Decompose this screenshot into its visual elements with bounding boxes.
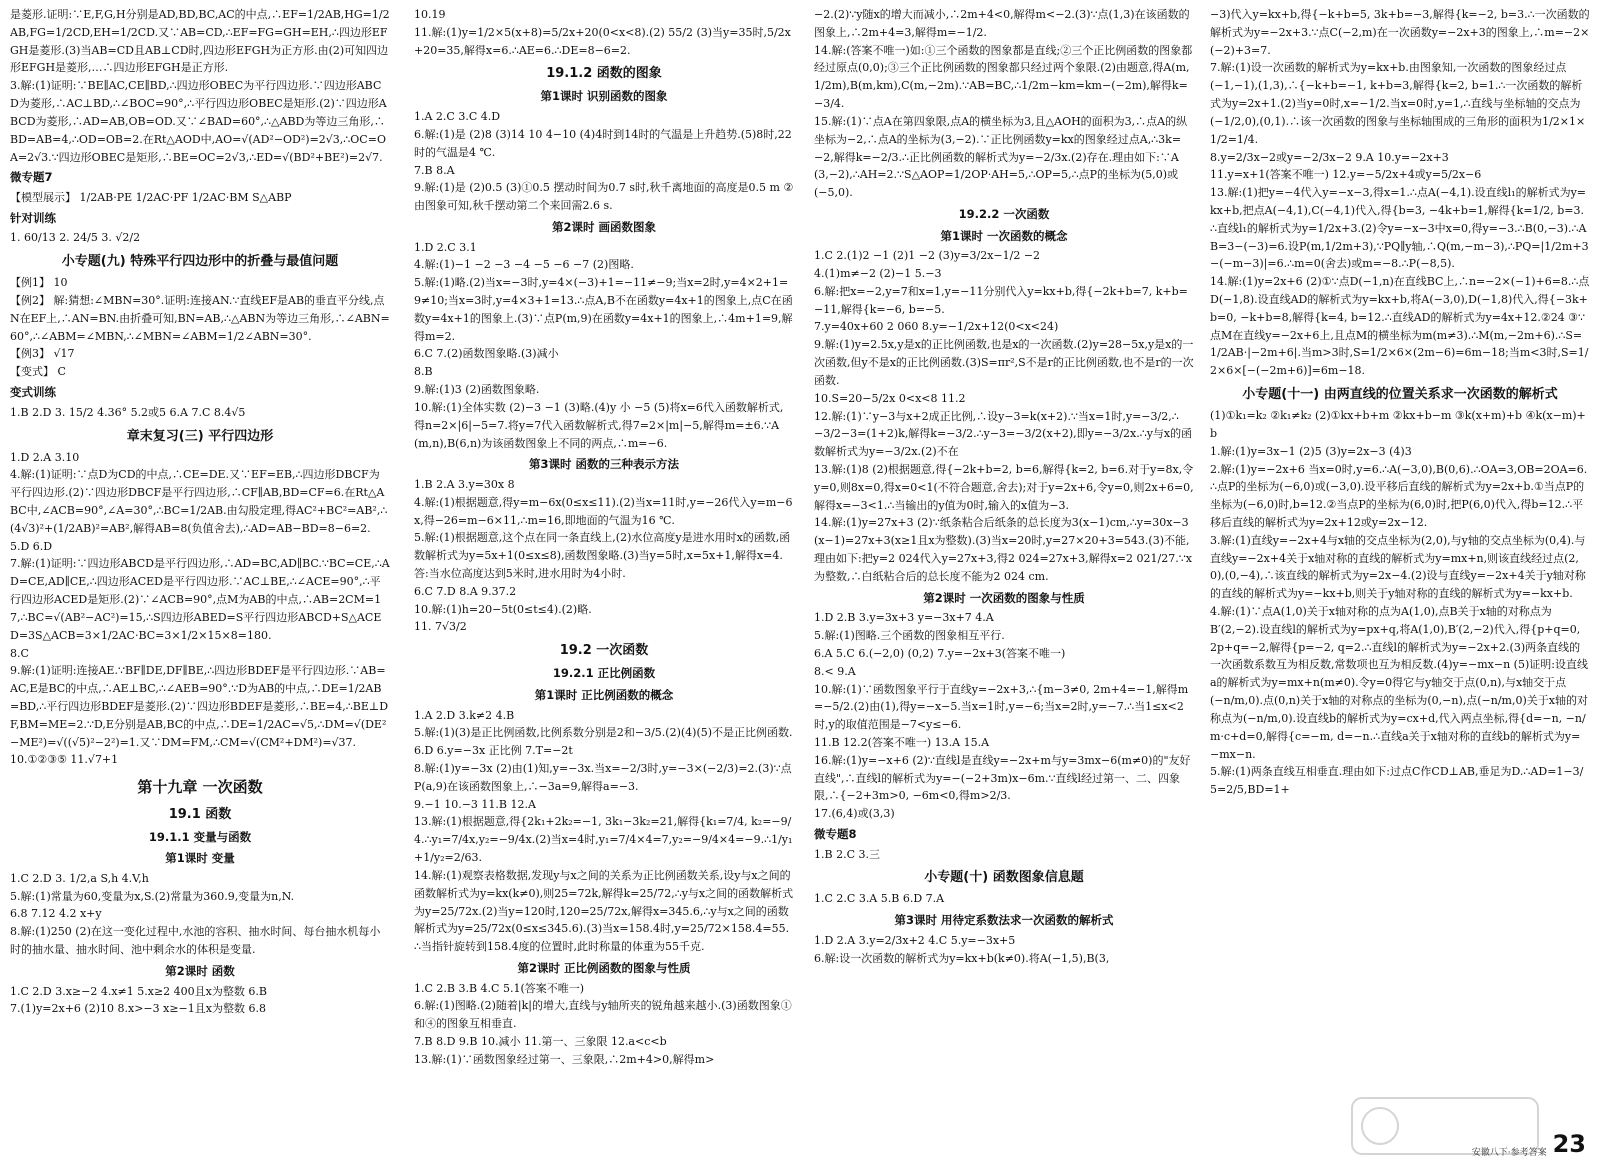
answer-item: 5.解:(1)图略.三个函数的图象相互平行. <box>814 629 1005 643</box>
answer-item: 6.C 7.(2)函数图象略.(3)减小 <box>414 347 559 361</box>
answer-item: −3)代入y=kx+b,得{−k+b=5, 3k+b=−3,解得{k=−2, b=3.∴一次函数的解析式为y=−2x+3.∵点C(−2,m)在一次函数y=−2x+3的图象上,∴m=−2×(−2)+3=7. <box>1210 8 1590 57</box>
answer-item: (1)①k₁=k₂ ②k₁≠k₂ (2)①kx+b+m ②kx+b−m ③k(x+m)+b ④k(x−m)+b <box>1210 409 1586 440</box>
answer-item: 4.解:(1)−1 −2 −3 −4 −5 −6 −7 (2)图略. <box>414 258 634 272</box>
subsection-heading: 第1课时 识别函数的图象 <box>540 89 668 104</box>
subsection-heading: 第2课时 正比例函数的图象与性质 <box>517 960 691 975</box>
answer-item: 7.(1)y=2x+6 (2)10 8.x>−3 x≥−1且x为整数 6.8 <box>10 1002 266 1016</box>
answer-item: 1.解:(1)y=3x−1 (2)5 (3)y=2x−3 (4)3 <box>1210 444 1412 458</box>
subsection-heading: 第1课时 变量 <box>165 851 235 866</box>
answer-item: 13.解:(1)8 (2)根据题意,得{−2k+b=2, b=6,解得{k=2, b=6.对于y=8x,令y=0,则8x=0,得x=0<1(不符合题意,舍去);对于y=2x+6,令y=0,则2x+6=0,解得x=−3<1.∴当输出的y值为0时,输入的x值为−3. <box>814 462 1194 512</box>
answer-item: 11.解:(1)y=1/2×5(x+8)=5/2x+20(0<x<8).(2) 55/2 (3)当y=35时,5/2x+20=35,解得x=6.∴AE=6.∴DE=8−6=2. <box>414 25 791 57</box>
answer-item: 10.①②③⑤ 11.√7+1 <box>10 753 119 767</box>
page-footer <box>1472 1130 1586 1158</box>
answer-item: 1.D 2.C 3.1 <box>414 240 477 254</box>
answer-item: 1.A 2.D 3.k≠2 4.B <box>414 708 515 722</box>
answer-item: 5.解:(1)根据题意,这个点在同一条直线上,(2)水位高度y是进水用时x的函数,函数解析式为y=5x+1(0≤x≤8),函数图象略.(3)当y=5时,x=5x+1,解得x=4.答:当水位高度达到5米时,进水用时为4小时. <box>414 531 791 581</box>
answer-item: 10.S=20−5/2x 0<x<8 11.2 <box>814 391 966 405</box>
section-heading: 19.2 一次函数 <box>559 643 649 659</box>
subsection-heading: 第1课时 一次函数的概念 <box>940 228 1068 243</box>
answer-item: 6.8 7.12 4.2 x+y <box>10 907 102 921</box>
answer-item: 6.解:设一次函数的解析式为y=kx+b(k≠0).将A(−1,5),B(3, <box>814 951 1110 965</box>
answer-item: 13.解:(1)根据题意,得{2k₁+2k₂=−1, 3k₁−3k₂=21,解得{k₁=7/4, k₂=−9/4.∴y₁=7/4x,y₂=−9/4x.(2)当x=4时,y₁=7/4×4=7,y₂=−9/4×4=−9.∴1/y₁+1/y₂=2/63. <box>414 815 793 865</box>
answer-item: 5.解:(1)常量为60,变量为x,S.(2)常量为360.9,变量为n,N. <box>10 889 295 903</box>
answer-item: 1.D 2.B 3.y=3x+3 y=−3x+7 4.A <box>814 611 994 625</box>
section-heading: 小专题(九) 特殊平行四边形中的折叠与最值问题 <box>61 254 339 270</box>
section-heading: 小专题(十一) 由两直线的位置关系求一次函数的解析式 <box>1242 387 1558 403</box>
answer-item: 9.解:(1)3 (2)函数图象略. <box>414 383 540 397</box>
answer-item: 【变式】 C <box>10 365 66 379</box>
answer-item: 14.解:(1)y=2x+6 (2)①∵点D(−1,n)在直线BC上,∴n=−2×(−1)+6=8.∴点D(−1,8).设直线AD的解析式为y=kx+b,将A(−3,0),D(−1,8)代入,得{−3k+b=0, −k+b=8,解得{k=4, b=12.∴直线AD的解析式为y=4x+12.②24 ③∵点M在直线y=−2x+6上,且点M的横坐标为m(m≠3).∴M(m,−2m+6).∴S=1/2AB·|−2m+6|.当m>3时,S=1/2×6×(2m−6)=6m−18;当m<3时,S=1/2×6×[−(−2m+6)]=6m−18. <box>1210 275 1590 378</box>
answer-item: 9.解:(1)是 (2)0.5 (3)①0.5 摆动时间为0.7 s时,秋千离地面的高度是0.5 m ②由图象可知,秋千摆动第二个来回需2.6 s. <box>414 181 794 213</box>
answer-item: 13.解:(1)把y=−4代入y=−x−3,得x=1.∴点A(−4,1).设直线l₁的解析式为y=kx+b,把点A(−4,1),C(−4,1)代入,得{b=3, −4k+b=1,解得{k=1/2, b=3.∴直线l₁的解析式为y=1/2x+3.(2)令y=−x−3中x=0,得y=−3.∴B(0,−3).∴AB=3−(−3)=6.设P(m,1/2m+3),∵PQ∥y轴,∴Q(m,−m−3),∴PQ=|1/2m+3−(−m−3)|=6.∴m=0(舍去)或m=−8.∴P(−8,5). <box>1210 186 1589 271</box>
answer-item: 1.C 2.C 3.A 5.B 6.D 7.A <box>814 892 945 906</box>
column-4 <box>1210 6 1590 1134</box>
answer-item: 17.(6,4)或(3,3) <box>814 807 895 821</box>
page-number: 23 <box>1552 1130 1586 1158</box>
answer-item: 7.y=40x+60 2 060 8.y=−1/2x+12(0<x<24) <box>814 320 1059 334</box>
answer-item: 6.解:把x=−2,y=7和x=1,y=−11分别代入y=kx+b,得{−2k+b=7, k+b=−11,解得{k=−6, b=−5. <box>814 284 1188 316</box>
answer-item: 【例2】 解:猜想:∠MBN=30°.证明:连接AN.∵直线EF是AB的垂直平分线,点N在EF上,∴AN=BN.由折叠可知,BN=AB,∴△ABN为等边三角形,∴∠ABN=60°,∴∠ABM=∠MBN,∴∠MBN=∠ABM=1/2∠ABN=30°. <box>10 294 390 343</box>
answer-item: 12.解:(1)∵y−3与x+2成正比例,∴设y−3=k(x+2).∵当x=1时,y=−3/2,∴−3/2−3=(1+2)k,解得k=−3/2.∴y−3=−3/2(x+2),即y=−3/2x.∴y与x的函数解析式为y=−3/2x.(2)不在 <box>814 409 1193 459</box>
answer-item: 1.A 2.C 3.C 4.D <box>414 110 501 124</box>
answer-item: 3.解:(1)直线y=−2x+4与x轴的交点坐标为(2,0),与y轴的交点坐标为(0,4).与直线y=−2x+4关于x轴对称的直线的解析式为y=mx+n,则该直线经过点(2,0),(0,−4),∴该直线的解析式为y=2x−4.(2)设与直线y=−2x+4关于y轴对称的直线的解析式为y=−kx+b,则关于y轴对称的直线的解析式为y=−kx+b. <box>1210 533 1586 601</box>
answer-item: 11.B 12.2(答案不唯一) 13.A 15.A <box>814 735 990 749</box>
answer-item: 4.解:(1)根据题意,得y=m−6x(0≤x≤11).(2)当x=11时,y=−26代入y=m−6x,得−26=m−6×11,∴m=16,即地面的气温为16 ℃. <box>414 495 793 527</box>
answer-item: 11.y=x+1(答案不唯一) 12.y=−5/2x+4或y=5/2x−6 <box>1210 168 1482 182</box>
answer-item: 5.解:(1)(3)是正比例函数,比例系数分别是2和−3/5.(2)(4)(5)不是正比例函数. <box>414 726 793 740</box>
answer-item: 5.解:(1)两条直线互相垂直.理由如下:过点C作CD⊥AB,垂足为D.∴AD=1−3/5=2/5,BD=1+ <box>1210 765 1584 797</box>
answer-item: 2.解:(1)y=−2x+6 当x=0时,y=6.∴A(−3,0),B(0,6).∴OA=3,OB=2OA=6.∴点P的坐标为(−6,0)或(−3,0).设平移后直线的解析式为y=2x+b.①当点P的坐标为(−6,0)时,b=12.②当点P的坐标为(6,0)时,把P(6,0)代入,得b=12.∴平移后直线的解析式为y=2x+12或y=2x−12. <box>1210 462 1588 529</box>
answer-item: 10.解:(1)全体实数 (2)−3 −1 (3)略.(4)y 小 −5 (5)将x=6代入函数解析式,得n=2×|6|−5=7.将y=7代入函数解析式,得7=2×|m|−5,解得m=±6.∵A(m,n),B(6,n)为该函数图象上不同的两点,∴m=−6. <box>414 400 784 450</box>
answer-item: 6.A 5.C 6.(−2,0) (0,2) 7.y=−2x+3(答案不唯一) <box>814 646 1066 660</box>
answer-item: 7.解:(1)证明:∵四边形ABCD是平行四边形,∴AD=BC,AD∥BC.∵BC=CE,∴AD=CE,AD∥CE,∴四边形ACED是平行四边形.∵AC⊥BE,∴∠ACE=90°,∴平行四边形ACED是矩形.(2)∵∠ACB=90°,点M为AB的中点,∴AB=2CM=17,∴BC=√(AB²−AC²)=15,∴S四边形ABED=S平行四边形ABCD+S△ACED=3S△ACB=3×1/2AC·BC=3×1/2×15×8=180. <box>10 557 390 642</box>
section-heading: 章末复习(三) 平行四边形 <box>126 428 274 444</box>
answer-item: 5.D 6.D <box>10 539 53 553</box>
answer-item: 是菱形.证明:∵E,F,G,H分别是AD,BD,BC,AC的中点,∴EF=1/2AB,HG=1/2AB,FG=1/2CD,EH=1/2CD.又∵AB=CD,∴EF=FG=GH=EH,∴四边形EFGH是菱形.(3)当AB=CD且AB⊥CD时,四边形EFGH为正方形.由(2)可知四边形EFGH是菱形,…∴四边形EFGH是正方形. <box>10 8 390 75</box>
answer-item: 1.B 2.D 3. 15/2 4.36° 5.2或5 6.A 7.C 8.4√5 <box>10 405 246 419</box>
answer-item: 4.解:(1)证明:∵点D为CD的中点,∴CE=DE.又∵EF=EB,∴四边形DBCF为平行四边形.(2)∵四边形DBCF是平行四边形,∴CF∥AB,BD=CF=6.在Rt△ABC中,∠ACB=90°,∠A=30°,∴BC=1/2AB.由勾股定理,得AC²+BC²=AB²,∴(4√3)²+(1/2AB)²=AB²,解得AB=8(负值舍去),∴AD=AB−BD=8−6=2. <box>10 468 388 535</box>
answer-item: 9.解:(1)y=2.5x,y是x的正比例函数,也是x的一次函数.(2)y=28−5x,y是x的一次函数,但y不是x的正比例函数.(3)S=πr²,S不是r的正比例函数,也不是r的一次函数. <box>814 338 1194 387</box>
column-3 <box>814 6 1194 1134</box>
answer-item: 4.解:(1)∵点A(1,0)关于x轴对称的点为A(1,0),点B关于x轴的对称点为B′(2,−2).设直线l的解析式为y=px+q,将A(1,0),B′(2,−2)代入,得{p+q=0, 2p+q=−2,解得{p=−2, q=2.∴直线l的解析式为y=−2x+2.(3)两条直线的一次函数系数互为相反数,常数项也互为相反数.(4)y=−mx−n (5)证明:设直线a的解析式为y=mx+n(m≠0).令y=0得它与y轴交于点(0,n),与x轴交于点(−n/m,0).点(0,n)关于x轴的对称点的坐标为(0,−n),点(−n/m,0)关于x轴的对称点为(−n/m,0).设直线b的解析式为y=cx+d,代入两点坐标,得{d=−n, −n/m·c+d=0,解得{c=−m, d=−n.∴直线a关于x轴对称的直线b的解析式为y=−mx−n. <box>1210 605 1588 761</box>
answer-item: 16.解:(1)y=−x+6 (2)∵直线l是直线y=−2x+m与y=3mx−6(m≠0)的"友好直线",∴直线l的解析式为y=−(−2+3m)x−6m.∵直线l经过第一、二、四象限,∴{−2+3m>0, −6m<0,得m>2/3. <box>814 753 1191 803</box>
block-label: 微专题7 <box>10 170 53 185</box>
subsection-heading: 第2课时 函数 <box>165 963 235 978</box>
answer-item: 1.B 2.C 3.三 <box>814 847 880 861</box>
subsection-heading: 第2课时 画函数图象 <box>551 219 656 234</box>
answer-item: 8.y=2/3x−2或y=−2/3x−2 9.A 10.y=−2x+3 <box>1210 150 1449 164</box>
answer-item: 8.< 9.A <box>814 664 856 678</box>
subsection-heading: 第2课时 一次函数的图象与性质 <box>923 590 1085 605</box>
answer-item: 1.C 2.D 3. 1/2,a S,h 4.V,h <box>10 871 149 885</box>
answer-item: 8.解:(1)250 (2)在这一变化过程中,水池的容积、抽水时间、每台抽水机每小时的抽水量、抽水时间、池中剩余水的体积是变量. <box>10 925 381 957</box>
answer-item: 1.D 2.A 3.y=2/3x+2 4.C 5.y=−3x+5 <box>814 933 1016 947</box>
block-label: 变式训练 <box>10 385 56 400</box>
answer-item: 10.解:(1)∵函数图象平行于直线y=−2x+3,∴{m−3≠0, 2m+4=−1,解得m=−5/2.(2)由(1),得y=−x−5.当x=1时,y=−6;当x=2时,y=−7.∴当1≤x<2时,y的取值范围是−7<y≤−6. <box>814 682 1189 732</box>
section-heading: 19.1.2 函数的图象 <box>546 66 662 82</box>
answer-item: 7.B 8.A <box>414 163 455 177</box>
answer-item: 14.解:(1)观察表格数据,发现y与x之间的关系为正比例函数关系,设y与x之间的函数解析式为y=kx(k≠0),则25=72k,解得k=25/72,∴y与x之间的函数解析式为y=25/72x.(2)当y=120时,120=25/72x,解得x=345.6,∴y与x之间的函数解析式为y=25/72x(0≤x≤345.6).(3)当x=158.4时,y=25/72×158.4=55.∴当指针旋转到158.4度的位置时,此时称量的体重为55千克. <box>414 868 794 954</box>
answer-item: 15.解:(1)∵点A在第四象限,点A的横坐标为3,且△AOH的面积为3,∴点A的纵坐标为−2,∴点A的坐标为(3,−2).∵正比例函数y=kx的图象经过点A,∴3k=−2,解得k=−2/3.∴正比例函数的解析式为y=−2/3x.(2)存在.理由如下:∵A(3,−2),∴AH=2.∵S△AOP=1/2OP·AH=5,∴OP=5,∴点P的坐标为(5,0)或(−5,0). <box>814 114 1188 200</box>
answer-item: 1. 60/13 2. 24/5 3. √2/2 <box>10 231 141 245</box>
column-1 <box>10 6 390 1134</box>
subsection-heading: 19.1.1 变量与函数 <box>148 829 252 844</box>
section-heading: 19.1 函数 <box>168 806 232 822</box>
subsection-heading: 19.2.1 正比例函数 <box>552 666 656 681</box>
answer-item: 9.−1 10.−3 11.B 12.A <box>414 797 536 811</box>
chapter-heading: 第十九章 一次函数 <box>137 778 263 797</box>
column-2 <box>414 6 794 1134</box>
subsection-heading: 第3课时 函数的三种表示方法 <box>528 457 679 472</box>
answer-item: 4.(1)m≠−2 (2)−1 5.−3 <box>814 267 942 280</box>
answer-item: −2.(2)∵y随x的增大而减小,∴2m+4<0,解得m<−2.(3)∵点(1,3)在该函数的图象上,∴2m+4=3,解得m=−1/2. <box>814 8 1190 39</box>
answer-item: 5.解:(1)略.(2)当x=−3时,y=4×(−3)+1=−11≠−9;当x=2时,y=4×2+1=9≠10;当x=3时,y=4×3+1=13.∴点A,B不在函数y=4x+1的图象上,点C在函数y=4x+1的图象上.(3)∵点P(m,9)在函数y=4x+1的图象上,∴4m+1=9,解得m=2. <box>414 276 793 343</box>
footer-label: 安徽八下·参考答案 <box>1471 1148 1547 1158</box>
answer-item: 8.解:(1)y=−3x (2)由(1)知,y=−3x.当x=−2/3时,y=−3×(−2/3)=2.(3)∵点P(a,9)在该函数图象上,∴−3a=9,解得a=−3. <box>414 762 792 793</box>
answer-item: 7.解:(1)设一次函数的解析式为y=kx+b.由图象知,一次函数的图象经过点(−1,−1),(1,3),∴{−k+b=−1, k+b=3,解得{k=2, b=1.∴一次函数的解析式为y=2x+1.(2)当y=0时,x=−1/2.当x=0时,y=1,∴直线与坐标轴的交点为(−1/2,0),(0,1).∴该一次函数的图象与坐标轴围成的三角形的面积为1/2×1×1/2=1/4. <box>1210 61 1586 146</box>
answer-item: 3.解:(1)证明:∵BE∥AC,CE∥BD,∴四边形OBEC为平行四边形.∵四边形ABCD为菱形,∴AC⊥BD,∴∠BOC=90°,∴平行四边形OBEC是矩形.(2)∵四边形ABCD为菱形,∴AD=AB,OB=OD.又∵∠BAD=60°,∴△ABD为等边三角形,∴BD=AB=4,∴OD=OB=2.在Rt△AOD中,AO=√(AD²−OD²)=2√3,∴OC=OA=2√3.∵四边形OBEC是矩形,∴BE=OC=2√3,∴ED=√(BD²+BE²)=2√7. <box>10 79 387 164</box>
answer-item: 10.解:(1)h=20−5t(0≤t≤4).(2)略. <box>414 602 592 616</box>
answer-item: 10.19 <box>414 8 446 21</box>
answer-item: 1.C 2.D 3.x≥−2 4.x≠1 5.x≥2 400且x为整数 6.B <box>10 984 267 998</box>
answer-item: 11. 7√3/2 <box>414 620 467 634</box>
answer-item: 6.C 7.D 8.A 9.37.2 <box>414 584 517 598</box>
answer-item: 1.B 2.A 3.y=30x 8 <box>414 477 515 491</box>
answer-item: 【例3】 √17 <box>10 347 75 361</box>
answer-item: 8.B <box>414 365 433 379</box>
answer-item: 【模型展示】 1/2AB·PE 1/2AC·PF 1/2AC·BM S△ABP <box>10 190 292 204</box>
subsection-heading: 第3课时 用待定系数法求一次函数的解析式 <box>894 913 1114 928</box>
subsection-heading: 19.2.2 一次函数 <box>958 206 1050 221</box>
answer-item: 1.C 2.(1)2 −1 (2)1 −2 (3)y=3/2x−1/2 −2 <box>814 249 1041 263</box>
answer-item: 13.解:(1)∵函数图象经过第一、三象限,∴2m+4>0,解得m> <box>414 1052 715 1066</box>
subsection-heading: 第1课时 正比例函数的概念 <box>534 687 674 702</box>
answer-item: 1.D 2.A 3.10 <box>10 450 80 464</box>
answer-item: 6.D 6.y=−3x 正比例 7.T=−2t <box>414 744 573 758</box>
answer-item: 8.C <box>10 646 29 660</box>
section-heading: 小专题(十) 函数图象信息题 <box>924 870 1084 886</box>
block-label: 针对训练 <box>10 210 56 225</box>
answer-item: 14.解:(答案不唯一)如:①三个函数的图象都是直线;②三个正比例函数的图象都经过原点(0,0);③三个正比例函数的图象都只经过两个象限.(2)由题意,得A(m,1/2m),B(m,km),C(m,−2m).∵AB=BC,∴1/2m−km=km−(−2m),解得k=−3/4. <box>814 43 1193 111</box>
answer-item: 6.解:(1)是 (2)8 (3)14 10 4−10 (4)4时到14时的气温是上升趋势.(5)8时,22时的气温是4 ℃. <box>414 127 792 159</box>
answer-item: 6.解:(1)图略.(2)随着|k|的增大,直线与y轴所夹的锐角越来越小.(3)函数图象①和④的图象互相垂直. <box>414 999 792 1031</box>
answer-item: 14.解:(1)y=27x+3 (2)∵纸条粘合后纸条的总长度为3(x−1)cm,∴y=30x−3(x−1)=27x+3(x≥1且x为整数).(3)当x=20时,y=27×20+3=543.(3)不能,理由如下:把y=2 024代入y=27x+3,得2 024=27x+3,解得x=2 021/27.∵x为整数,∴白纸粘合后的总长度不能为2 024 cm. <box>814 516 1192 583</box>
answer-item: 7.B 8.D 9.B 10.减小 11.第一、三象限 12.a<c<b <box>414 1035 667 1049</box>
answer-item: 1.C 2.B 3.B 4.C 5.1(答案不唯一) <box>414 981 585 995</box>
answer-item: 9.解:(1)证明:连接AE.∵BF∥DE,DF∥BE,∴四边形BDEF是平行四边形.∵AB=AC,E是BC的中点,∴AE⊥BC,∴∠AEB=90°.∵D为AB的中点,∴DE=1/2AB=BD,∴平行四边形BDEF是菱形.(2)∵四边形BDEF是菱形,∴BE=4,∴BE⊥DF,BM=ME=2.∵D,E分别是AB,BC的中点,∴DE=1/2AC=√5,∴DM=√(DE²−ME²)=√((√5)²−2²)=1.又∵DM=FM,∴CM=√(CM²+DM²)=√37. <box>10 664 389 749</box>
block-label: 微专题8 <box>814 827 857 841</box>
answer-item: 【例1】 10 <box>10 276 68 290</box>
